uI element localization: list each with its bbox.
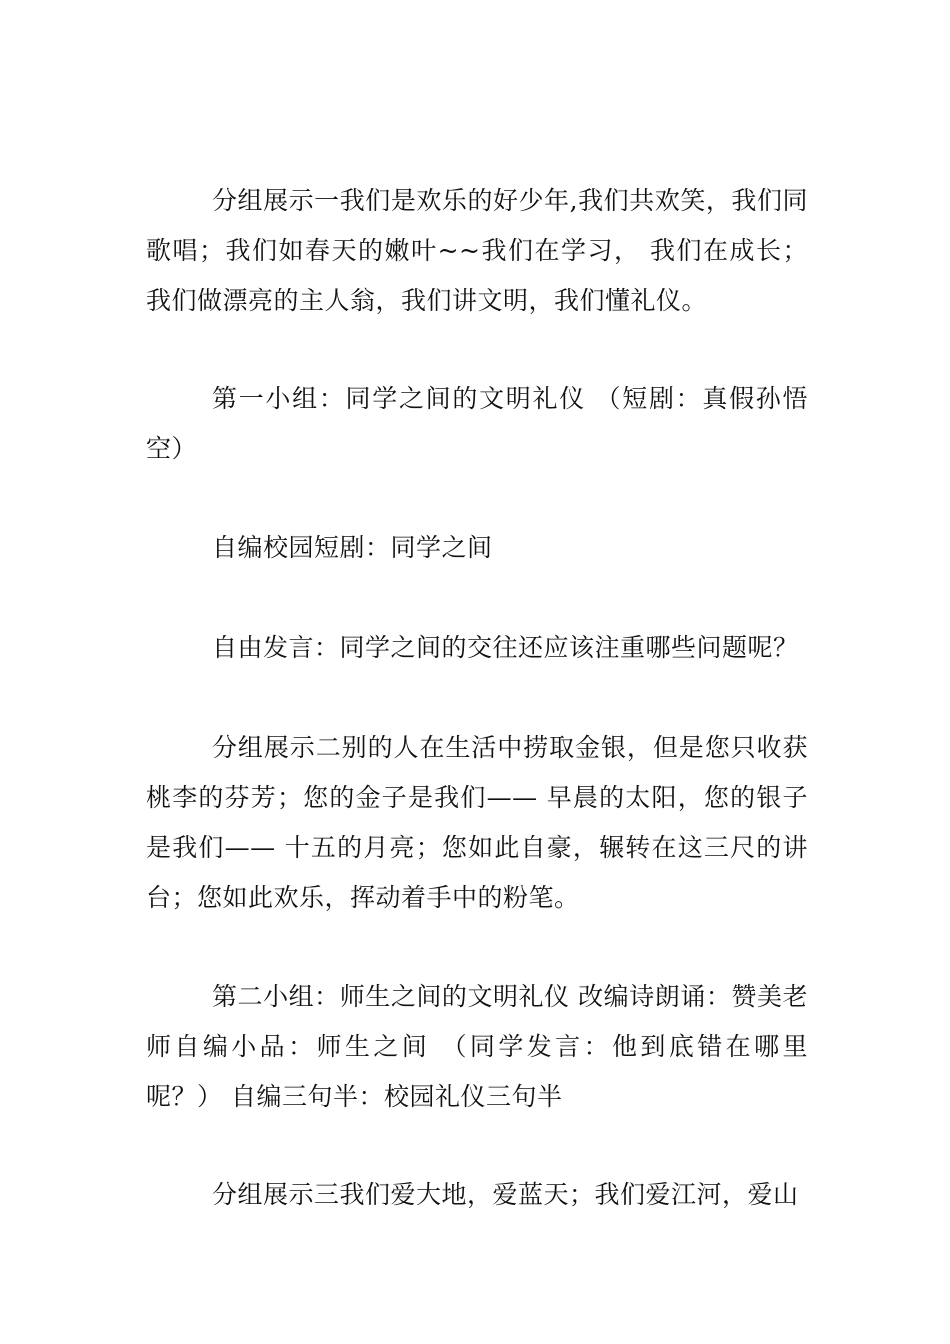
paragraph-free-speech: 自由发言：同学之间的交往还应该注重哪些问题呢？ (212, 633, 799, 662)
paragraph-group-show-two: 分组展示二别的人在生活中捞取金银，但是您只收获桃李的芬芳；您的金子是我们—— 早晨的太阳，您的银子是我们—— 十五的月亮；您如此自豪，辗转在这三尺的讲台；您如此欢乐，挥动着手中的粉笔。 (146, 733, 808, 912)
paragraph-campus-drama: 自编校园短剧：同学之间 (212, 533, 493, 562)
paragraph-group-one-title: 第一小组：同学之间的文明礼仪 （短剧：真假孙悟空） (146, 384, 808, 463)
paragraph-group-show-one: 分组展示一我们是欢乐的好少年,我们共欢笑，我们同歌唱；我们如春天的嫩叶~~我们在学习， 我们在成长；我们做漂亮的主人翁，我们讲文明，我们懂礼仪。 (146, 186, 808, 315)
paragraph-group-show-three: 分组展示三我们爱大地，爱蓝天；我们爱江河，爱山 (212, 1180, 799, 1209)
paragraph-group-two-title: 第二小组：师生之间的文明礼仪 改编诗朗诵：赞美老师自编小品：师生之间 （同学发言：他到底错在哪里呢？） 自编三句半：校园礼仪三句半 (146, 982, 808, 1111)
